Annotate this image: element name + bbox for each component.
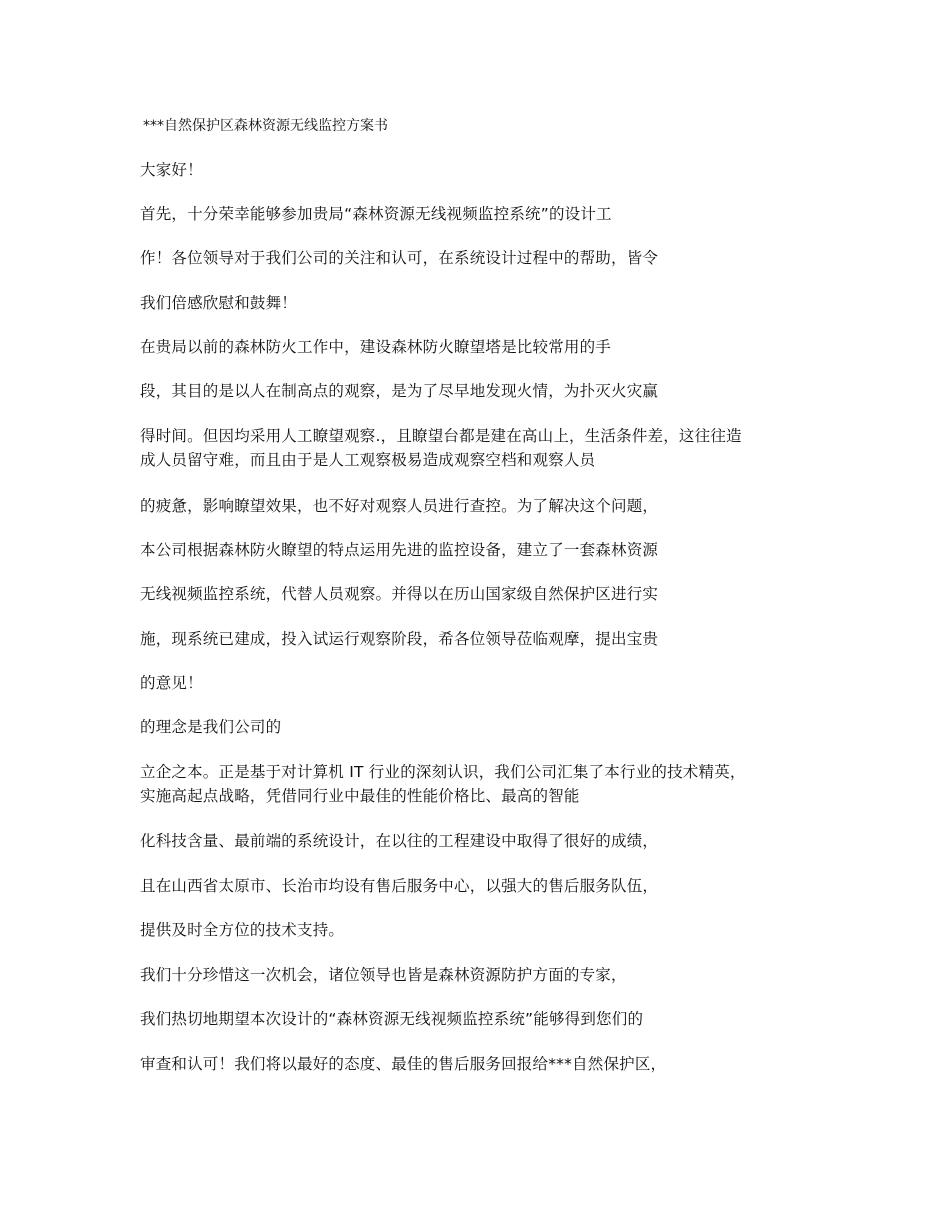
text-line: 实施高起点战略，凭借同行业中最佳的性能价格比、最高的智能 (140, 787, 580, 805)
text-line: 在贵局以前的森林防火工作中，建设森林防火瞭望塔是比较常用的手 (140, 338, 612, 356)
text-line: 成人员留守难，而且由于是人工观察极易造成观察空档和观察人员 (140, 451, 596, 469)
text-line: 我们热切地期望本次设计的“森林资源无线视频监控系统”能够得到您们的 (140, 1010, 644, 1028)
text-line: 本公司根据森林防火瞭望的特点运用先进的监控设备，建立了一套森林资源 (140, 541, 659, 559)
text-line: 的疲惫，影响瞭望效果，也不好对观察人员进行查控。为了解决这个问题， (140, 497, 659, 515)
text-line: 得时间。但因均采用人工瞭望观察.，且瞭望台都是建在高山上，生活条件差，这往往造 (140, 427, 742, 445)
text-line: 化科技含量、最前端的系统设计，在以往的工程建设中取得了很好的成绩， (140, 832, 659, 850)
text-line: 无线视频监控系统，代替人员观察。并得以在历山国家级自然保护区进行实 (140, 585, 659, 603)
text-line: 施，现系统已建成，投入试运行观察阶段，希各位领导莅临观摩，提出宝贵 (140, 630, 659, 648)
text-line: 我们十分珍惜这一次机会，诸位领导也皆是森林资源防护方面的专家， (140, 966, 627, 984)
text-line: 我们倍感欣慰和鼓舞！ (140, 294, 298, 312)
text-line: 且在山西省太原市、长治市均设有售后服务中心，以强大的售后服务队伍， (140, 877, 659, 895)
text-line: 审查和认可！我们将以最好的态度、最佳的售后服务回报给***自然保护区， (140, 1055, 667, 1073)
text-line: 的意见！ (140, 674, 203, 692)
text-line: 首先，十分荣幸能够参加贵局“森林资源无线视频监控系统”的设计工 (140, 205, 612, 223)
text-line: 段，其目的是以人在制高点的观察，是为了尽早地发现火情，为扑灭火灾赢 (140, 382, 659, 400)
text-line: 提供及时全方位的技术支持。 (140, 921, 345, 939)
text-line: 作！各位领导对于我们公司的关注和认可，在系统设计过程中的帮助，皆令 (140, 249, 659, 267)
text-line: 大家好！ (140, 161, 203, 179)
text-line: 的理念是我们公司的 (140, 718, 282, 736)
text-line: 立企之本。正是基于对计算机 IT 行业的深刻认识，我们公司汇集了本行业的技术精英， (140, 763, 746, 781)
document-title: ***自然保护区森林资源无线监控方案书 (143, 118, 388, 134)
